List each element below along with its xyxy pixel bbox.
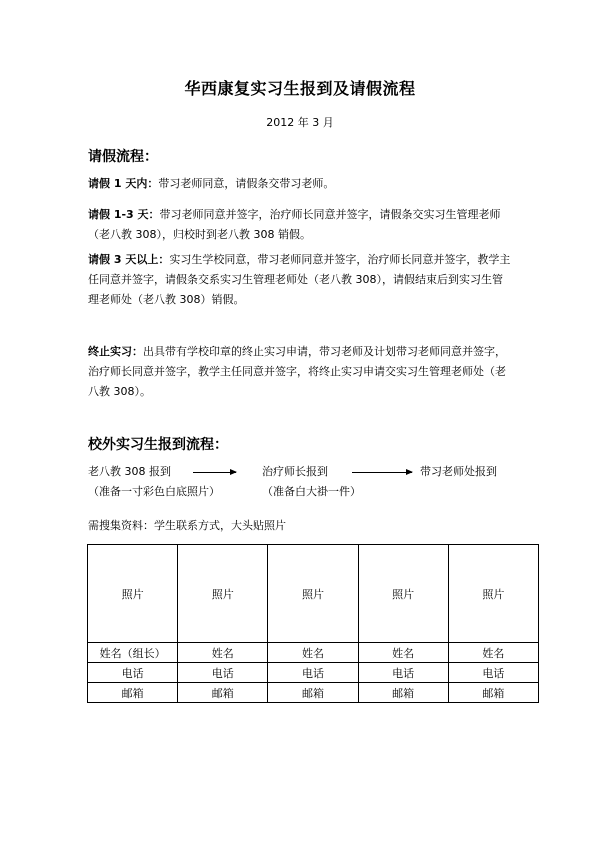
email-cell: 邮箱	[178, 683, 268, 703]
name-cell: 姓名（组长）	[88, 643, 178, 663]
document-date: 2012 年 3 月	[266, 116, 334, 129]
leave-item-text: 带习老师同意并签字，治疗师长同意并签字，请假条交实习生管理老师（老八教 308），归校时到老八教 308 销假。	[88, 208, 501, 241]
email-cell: 邮箱	[358, 683, 448, 703]
report-step-main: 老八教 308 报到	[88, 465, 171, 478]
email-cell: 邮箱	[448, 683, 538, 703]
leave-item-1-day	[88, 174, 513, 194]
leave-item-sep: ：	[148, 208, 160, 221]
phone-cell: 电话	[358, 663, 448, 683]
leave-item-sep: ：	[147, 177, 159, 190]
flow-arrow-icon	[193, 472, 236, 473]
report-step-main: 治疗师长报到	[262, 465, 328, 478]
collect-note: 需搜集资料：学生联系方式，大头贴照片	[88, 519, 286, 532]
report-step-note: （准备白大褂一件）	[262, 485, 361, 498]
leave-item-sep: ：	[158, 253, 170, 266]
email-cell: 邮箱	[268, 683, 358, 703]
phone-cell: 电话	[88, 663, 178, 683]
leave-item-label: 请假 1-3 天	[88, 208, 149, 221]
photo-cell: 照片	[358, 545, 448, 643]
leave-item-label: 请假 3 天以上	[88, 253, 159, 266]
table-row-email	[88, 683, 539, 703]
report-step-2	[262, 462, 361, 502]
photo-cell: 照片	[178, 545, 268, 643]
table-row-name	[88, 643, 539, 663]
leave-item-text: 带习老师同意，请假条交带习老师。	[158, 177, 335, 190]
name-cell: 姓名	[358, 643, 448, 663]
table-row-phone	[88, 663, 539, 683]
leave-section-heading: 请假流程：	[88, 149, 158, 165]
phone-cell: 电话	[268, 663, 358, 683]
email-cell: 邮箱	[88, 683, 178, 703]
flow-arrow-icon	[352, 472, 412, 473]
leave-item-over-3-days	[88, 250, 513, 310]
table-row-photo	[88, 545, 539, 643]
leave-item-label: 请假 1 天内	[88, 177, 148, 190]
name-cell: 姓名	[448, 643, 538, 663]
name-cell: 姓名	[178, 643, 268, 663]
termination-sep: ：	[132, 345, 143, 358]
leave-item-text: 实习生学校同意，带习老师同意并签字，治疗师长同意并签字，教学主任同意并签字，请假条交系实习生管理老师处（老八教 308），请假结束后到实习生管理老师处（老八教 308）销假。	[88, 253, 511, 306]
document-title: 华西康复实习生报到及请假流程	[184, 79, 416, 98]
report-step-note: （准备一寸彩色白底照片）	[88, 485, 220, 498]
termination-label: 终止实习	[88, 345, 132, 358]
report-step-main: 带习老师处报到	[420, 465, 497, 478]
report-step-1	[88, 462, 220, 502]
report-step-3	[420, 462, 497, 482]
student-info-table	[87, 544, 539, 703]
phone-cell: 电话	[448, 663, 538, 683]
termination-paragraph	[88, 342, 513, 402]
phone-cell: 电话	[178, 663, 268, 683]
photo-cell: 照片	[268, 545, 358, 643]
termination-text: 出具带有学校印章的终止实习申请，带习老师及计划带习老师同意并签字，治疗师长同意并签字，教学主任同意并签字，将终止实习申请交实习生管理老师处（老八教 308）。	[88, 345, 506, 398]
leave-item-1-3-days	[88, 205, 513, 245]
report-section-heading: 校外实习生报到流程：	[88, 437, 228, 453]
photo-cell: 照片	[448, 545, 538, 643]
photo-cell: 照片	[88, 545, 178, 643]
name-cell: 姓名	[268, 643, 358, 663]
